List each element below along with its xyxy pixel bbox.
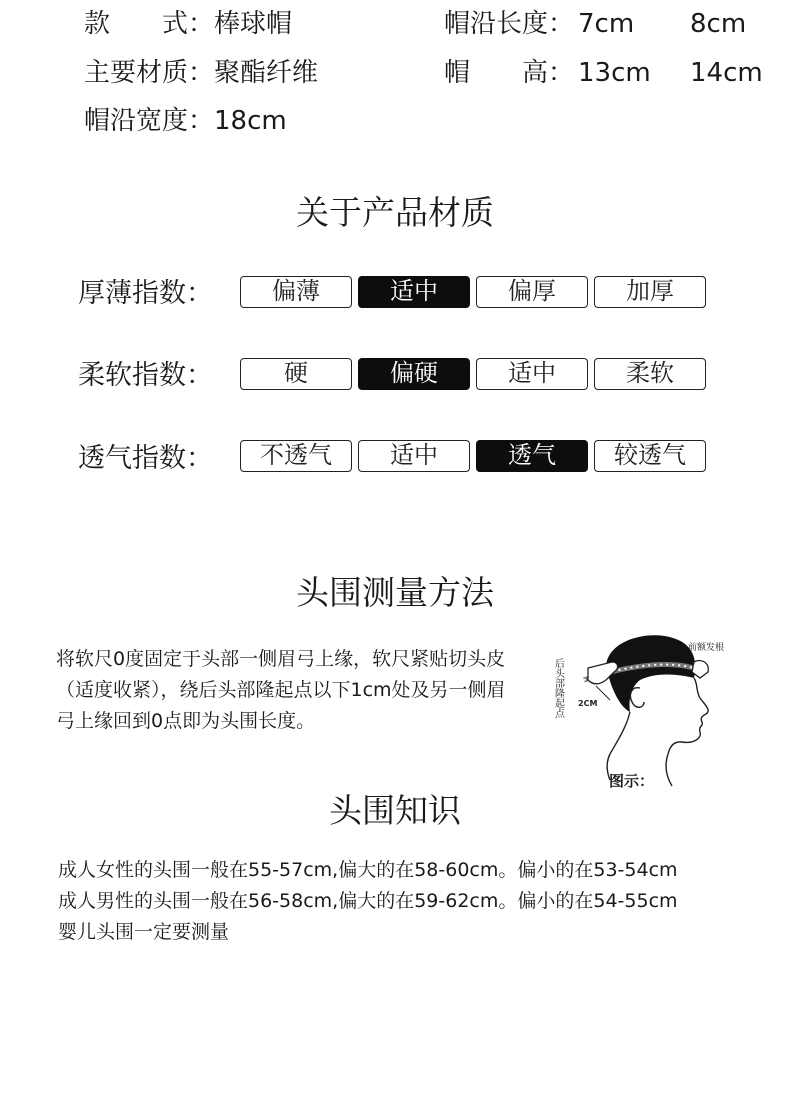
spec-style [84, 9, 292, 39]
measure-section-title: 头围测量方法 [296, 573, 494, 612]
thickness-label: 厚薄指数： [78, 278, 213, 309]
figure-caption: 图示： [609, 772, 655, 790]
thickness-options [240, 276, 706, 308]
front-label: 前额发根 [688, 643, 725, 653]
softness-option: 柔软 [594, 358, 706, 390]
breathability-option: 适中 [358, 440, 470, 472]
spec-crown-height [444, 58, 574, 88]
hair-shape [606, 635, 695, 712]
measure-line-3: 弓上缘回到0点即为头围长度。 [56, 710, 316, 732]
spec-crown-height-value-2: 14cm [690, 58, 763, 88]
spec-crown-height-label: 帽 高： [444, 58, 575, 88]
knowledge-section-title: 头围知识 [329, 791, 461, 830]
spec-brim-length-label: 帽沿长度： [444, 9, 575, 39]
spec-material-label: 主要材质： [84, 58, 215, 88]
spec-brim-length-value-2: 8cm [690, 9, 747, 39]
spec-brim-width-value: 18cm [214, 106, 287, 136]
softness-option: 硬 [240, 358, 352, 390]
spec-brim-length-value-1: 7cm [578, 9, 635, 39]
breathability-options [240, 440, 706, 472]
face-outline [668, 678, 708, 754]
spec-brim-width-label: 帽沿宽度： [84, 106, 215, 136]
knowledge-line-3: 婴儿头围一定要测量 [58, 921, 230, 943]
breathability-option: 不透气 [240, 440, 352, 472]
spec-material [84, 58, 318, 88]
thickness-option: 偏厚 [476, 276, 588, 308]
breathability-option: 透气 [476, 440, 588, 472]
softness-option: 适中 [476, 358, 588, 390]
spec-style-value: 棒球帽 [214, 9, 293, 39]
head-measure-illustration [548, 628, 743, 788]
ear-shape [630, 688, 644, 708]
marker-line [596, 686, 610, 700]
neck-front-outline [666, 754, 672, 786]
softness-option: 偏硬 [358, 358, 470, 390]
thickness-option: 偏薄 [240, 276, 352, 308]
two-cm-label: 2CM [578, 699, 598, 708]
spec-material-value: 聚酯纤维 [214, 58, 319, 88]
softness-options [240, 358, 706, 390]
breathability-label: 透气指数： [78, 443, 213, 474]
spec-brim-width [84, 106, 287, 136]
back-label: 后头部隆起点 [552, 658, 564, 718]
spec-style-label: 款 式： [84, 9, 215, 39]
thickness-option: 适中 [358, 276, 470, 308]
thickness-option: 加厚 [594, 276, 706, 308]
material-section-title: 关于产品材质 [296, 193, 494, 232]
measure-line-2: （适度收紧），绕后头部隆起点以下1cm处及另一侧眉 [56, 679, 506, 701]
breathability-option: 较透气 [594, 440, 706, 472]
spec-crown-height-value-1: 13cm [578, 58, 651, 88]
spec-brim-length [444, 9, 574, 39]
knowledge-line-1: 成人女性的头围一般在55-57cm,偏大的在58-60cm。偏小的在53-54cm [58, 859, 678, 881]
softness-label: 柔软指数： [78, 360, 213, 391]
knowledge-line-2: 成人男性的头围一般在56-58cm,偏大的在59-62cm。偏小的在54-55cm [58, 890, 678, 912]
measure-line-1: 将软尺0度固定于头部一侧眉弓上缘，软尺紧贴切头皮 [56, 648, 506, 670]
